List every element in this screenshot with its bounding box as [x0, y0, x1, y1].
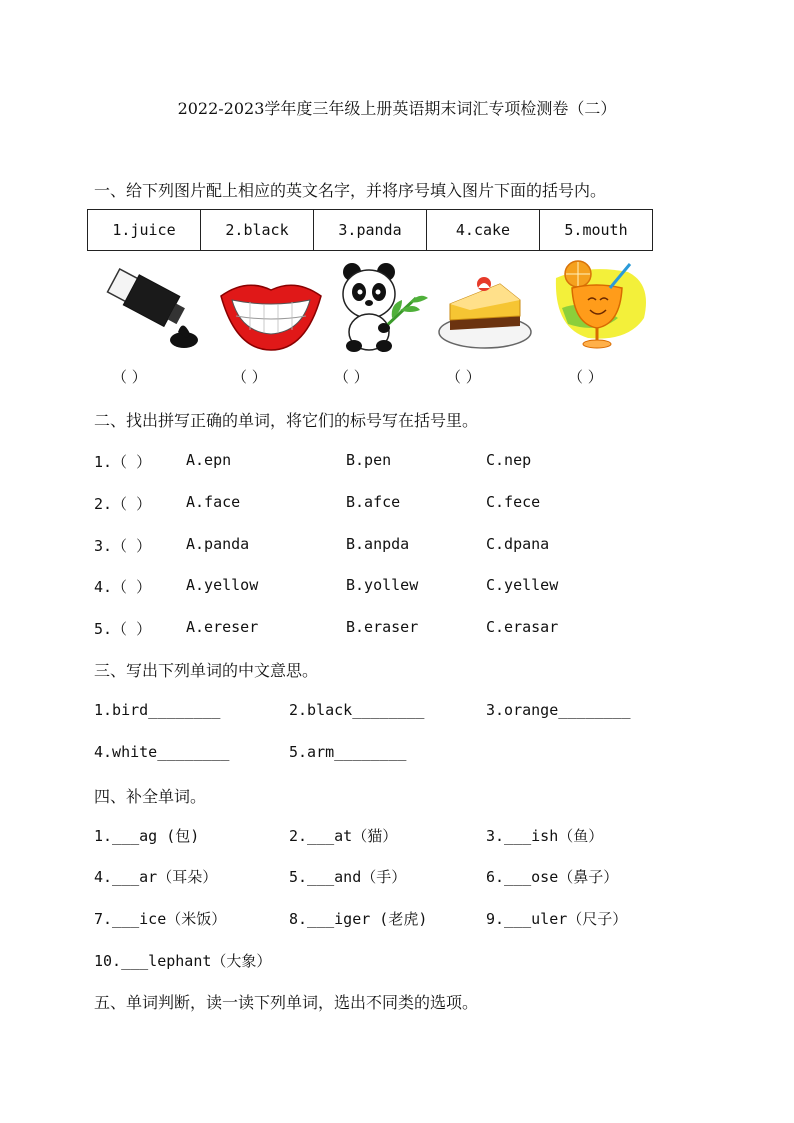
option-a: A.epn — [186, 451, 232, 469]
option-a: A.panda — [186, 535, 250, 553]
translation-item[interactable]: 1.bird________ — [94, 701, 221, 719]
option-b: B.eraser — [346, 618, 419, 636]
fill-letter-item[interactable]: 3.___ish（鱼） — [486, 827, 604, 845]
section-2-heading: 二、找出拼写正确的单词，将它们的标号写在括号里。 — [94, 411, 479, 430]
option-c: C.nep — [486, 451, 532, 469]
word-bank-cell: 5.mouth — [540, 210, 653, 251]
question-number[interactable]: 3.（ ） — [94, 537, 152, 555]
fill-letter-item[interactable]: 9.___uler（尺子） — [486, 910, 628, 928]
answer-blank[interactable]: （ ） — [446, 368, 481, 386]
cake-icon — [430, 258, 540, 354]
answer-blank[interactable]: （ ） — [112, 368, 147, 386]
answer-blank[interactable]: （ ） — [232, 368, 267, 386]
option-c: C.dpana — [486, 535, 550, 553]
word-bank-cell: 1.juice — [88, 210, 201, 251]
fill-letter-item[interactable]: 1.___ag (包) — [94, 827, 200, 845]
section-5-heading: 五、单词判断，读一读下列单词，选出不同类的选项。 — [94, 993, 479, 1012]
fill-letter-item[interactable]: 5.___and（手） — [289, 868, 407, 886]
translation-item[interactable]: 2.black________ — [289, 701, 425, 719]
fill-letter-item[interactable]: 8.___iger (老虎) — [289, 910, 428, 928]
fill-letter-item[interactable]: 2.___at（猫） — [289, 827, 398, 845]
option-a: A.ereser — [186, 618, 259, 636]
question-number[interactable]: 5.（ ） — [94, 620, 152, 638]
juice-glass-icon — [548, 258, 658, 354]
page-title: 2022-2023学年度三年级上册英语期末词汇专项检测卷（二） — [177, 99, 617, 118]
translation-item[interactable]: 3.orange________ — [486, 701, 631, 719]
question-number[interactable]: 1.（ ） — [94, 453, 152, 471]
translation-item[interactable]: 4.white________ — [94, 743, 230, 761]
option-a: A.yellow — [186, 576, 259, 594]
fill-letter-item[interactable]: 4.___ar（耳朵） — [94, 868, 218, 886]
option-b: B.afce — [346, 493, 401, 511]
question-number[interactable]: 2.（ ） — [94, 495, 152, 513]
black-paint-tube-icon — [96, 258, 206, 354]
option-a: A.face — [186, 493, 241, 511]
answer-blank[interactable]: （ ） — [334, 368, 369, 386]
option-b: B.pen — [346, 451, 392, 469]
option-b: B.yollew — [346, 576, 419, 594]
option-c: C.yellew — [486, 576, 559, 594]
word-bank-cell: 2.black — [201, 210, 314, 251]
section-1-heading: 一、给下列图片配上相应的英文名字，并将序号填入图片下面的括号内。 — [94, 181, 607, 200]
fill-letter-item[interactable]: 10.___lephant（大象） — [94, 952, 272, 970]
word-bank-table — [87, 209, 653, 251]
section-3-heading: 三、写出下列单词的中文意思。 — [94, 661, 319, 680]
panda-icon — [330, 258, 440, 354]
question-number[interactable]: 4.（ ） — [94, 578, 152, 596]
option-c: C.erasar — [486, 618, 559, 636]
section-4-heading: 四、补全单词。 — [94, 787, 207, 806]
translation-item[interactable]: 5.arm________ — [289, 743, 407, 761]
option-c: C.fece — [486, 493, 541, 511]
red-lips-mouth-icon — [216, 258, 326, 354]
word-bank-cell: 4.cake — [427, 210, 540, 251]
fill-letter-item[interactable]: 6.___ose（鼻子） — [486, 868, 619, 886]
option-b: B.anpda — [346, 535, 410, 553]
fill-letter-item[interactable]: 7.___ice（米饭） — [94, 910, 227, 928]
answer-blank[interactable]: （ ） — [568, 368, 603, 386]
word-bank-cell: 3.panda — [314, 210, 427, 251]
